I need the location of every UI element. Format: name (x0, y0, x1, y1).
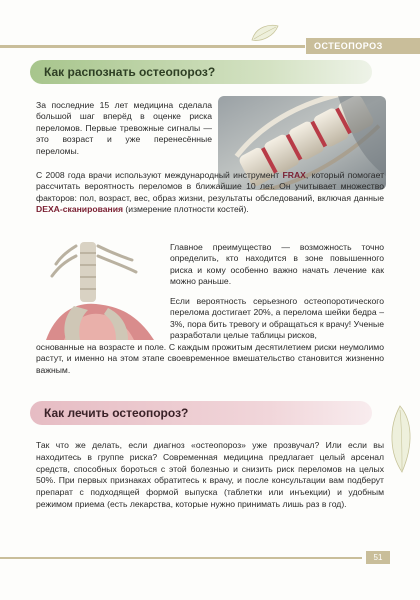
section-heading: Как лечить остеопороз? (30, 401, 372, 425)
section-heading: Как распознать остеопороз? (30, 60, 372, 84)
paragraph: основанные на возрасте и поле. С каждым прожитым десятилетием риски неумолимо растут, и именно на этом этапе своевременное вмешательство становится жизненно важным. (36, 342, 384, 375)
section-label: ОСТЕОПОРОЗ (306, 38, 420, 54)
leaf-icon (250, 22, 280, 44)
paragraph: Если вероятность серьезного остеопоротического перелома достигает 20%, а перелома шейки бедра – 3%, пора бить тревогу и обращаться к врачу! Ученые разработали целые таблицы рисков, (170, 296, 384, 341)
page-number: 51 (366, 551, 390, 564)
hip-illustration (36, 242, 164, 340)
paragraph (36, 170, 384, 216)
text-run: , который помогает рассчитать вероятность переломов в ближайшие 10 лет. Он учитывает множество факторов: пол, возраст, вес, образ жизни, результаты обследований, включая данные (36, 170, 385, 203)
footer-rule (0, 557, 362, 559)
text-run: С 2008 года врачи используют международный инструмент (36, 170, 283, 180)
text-run: (измерение плотности костей). (123, 204, 249, 215)
frax-highlight: FRAX (282, 170, 306, 180)
paragraph: Главное преимущество — возможность точно определить, кто находится в зоне повышенного риска и кому особенно важно начать лечение как можно раньше. (170, 242, 384, 287)
header-rule (0, 45, 305, 48)
paragraph: Так что же делать, если диагноз «остеопороз» уже прозвучал? Или если вы находитесь в группе риска? Современная медицина предлагает целый арсенал средств, способных бороться с этой болезнью и снизить риск переломов на целых 50%. При первых признаках обратитесь к врачу, и после консультации вам подберут препарат с подходящей формой выпуска (таблетки или инъекции) и удобным режимом приема (есть лекарства, которые нужно принимать лишь раз в год). (36, 440, 384, 509)
dexa-highlight: DEXA-сканирования (36, 204, 124, 215)
leaf-icon (382, 404, 416, 476)
paragraph: За последние 15 лет медицина сделала большой шаг вперёд в оценке риска переломов. Первые тревожные сигналы — это возраст и уже перенесённые переломы. (36, 100, 212, 156)
